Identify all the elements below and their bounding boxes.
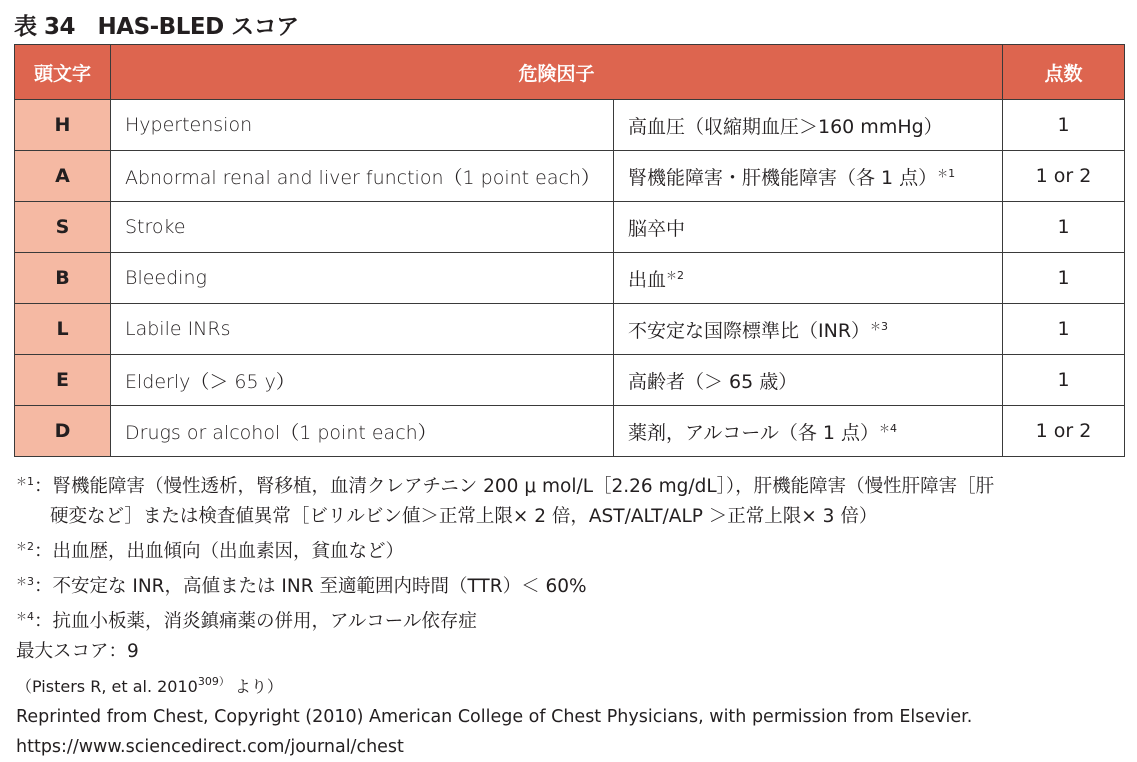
- table-row: [15, 406, 1125, 457]
- row-factor-en: Stroke: [111, 202, 614, 253]
- footnote-mark: ＊4: [16, 610, 34, 623]
- footnote-mark: ＊2: [16, 540, 34, 553]
- citation-text: （Pisters R, et al. 2010: [16, 677, 198, 696]
- has-bled-table: [14, 44, 1125, 457]
- max-score: 最大スコア：9: [16, 641, 139, 662]
- header-points: 点数: [1003, 45, 1125, 100]
- source-url[interactable]: https://www.sciencedirect.com/journal/chest: [16, 737, 404, 757]
- row-initial: E: [15, 355, 111, 406]
- table-title: 表 34 HAS-BLED スコア: [14, 14, 299, 40]
- footnote-ref: ＊1: [937, 166, 956, 180]
- footnote-text: ：不安定な INR，高値または INR 至適範囲内時間（TTR）＜ 60%: [34, 576, 587, 597]
- row-initial: H: [15, 100, 111, 151]
- citation-ref: 309）: [197, 675, 230, 688]
- row-factor-en: Drugs or alcohol（1 point each）: [111, 406, 614, 457]
- row-factor-ja: [614, 151, 1003, 202]
- row-factor-en: Abnormal renal and liver function（1 point each）: [111, 151, 614, 202]
- factor-ja-text: 不安定な国際標準比（INR）: [628, 319, 871, 342]
- factor-ja-text: 脳卒中: [628, 217, 686, 240]
- footnote-4: [16, 602, 994, 637]
- factor-ja-text: 薬剤，アルコール（各 1 点）: [628, 421, 880, 444]
- reprint-notice: Reprinted from Chest, Copyright (2010) American College of Chest Physicians, with permission from Elsevier.: [16, 707, 973, 727]
- table-row: [15, 100, 1125, 151]
- table-row: [15, 304, 1125, 355]
- factor-ja-text: 高血圧（収縮期血圧＞160 mmHg）: [628, 115, 943, 138]
- row-initial: S: [15, 202, 111, 253]
- footnote-text: ：抗血小板薬，消炎鎮痛薬の併用，アルコール依存症: [34, 611, 477, 632]
- row-points: 1 or 2: [1003, 151, 1125, 202]
- row-factor-ja: [614, 253, 1003, 304]
- row-initial: A: [15, 151, 111, 202]
- row-factor-ja: [614, 202, 1003, 253]
- footnote-2: [16, 532, 994, 567]
- row-factor-en: Hypertension: [111, 100, 614, 151]
- row-initial: D: [15, 406, 111, 457]
- factor-ja-text: 腎機能障害・肝機能障害（各 1 点）: [628, 166, 938, 189]
- row-points: 1: [1003, 355, 1125, 406]
- factor-ja-text: 出血: [628, 268, 667, 291]
- header-initial: 頭文字: [15, 45, 111, 100]
- row-initial: L: [15, 304, 111, 355]
- row-points: 1: [1003, 202, 1125, 253]
- footnote-ref: ＊4: [879, 421, 898, 435]
- row-initial: B: [15, 253, 111, 304]
- header-factor: 危険因子: [111, 45, 1003, 100]
- table-header-row: [15, 45, 1125, 100]
- row-points: 1: [1003, 304, 1125, 355]
- footnote-1-cont: 硬変など］または検査値異常［ビリルビン値＞正常上限× 2 倍，AST/ALT/ALP ＞正常上限× 3 倍）: [50, 506, 878, 527]
- row-factor-ja: [614, 406, 1003, 457]
- row-factor-ja: [614, 304, 1003, 355]
- footnotes: [16, 467, 994, 762]
- source-citation: [16, 667, 994, 702]
- table-row: [15, 253, 1125, 304]
- citation-text-end: より）: [229, 677, 283, 696]
- footnote-text: ：腎機能障害（慢性透析，腎移植，血清クレアチニン 200 μ mol/L［2.26 mg/dL］），肝機能障害（慢性肝障害［肝: [34, 476, 995, 497]
- factor-ja-text: 高齢者（＞ 65 歳）: [628, 370, 798, 393]
- row-factor-ja: [614, 100, 1003, 151]
- table-row: [15, 355, 1125, 406]
- row-factor-en: Bleeding: [111, 253, 614, 304]
- footnote-3: [16, 567, 994, 602]
- row-factor-en: Elderly（＞ 65 y）: [111, 355, 614, 406]
- footnote-mark: ＊3: [16, 575, 34, 588]
- row-factor-ja: [614, 355, 1003, 406]
- row-factor-en: Labile INRs: [111, 304, 614, 355]
- row-points: 1 or 2: [1003, 406, 1125, 457]
- table-row: [15, 151, 1125, 202]
- footnote-text: ：出血歴，出血傾向（出血素因，貧血など）: [34, 541, 405, 562]
- row-points: 1: [1003, 253, 1125, 304]
- footnote-ref: ＊2: [666, 268, 685, 282]
- footnote-1: [16, 467, 994, 502]
- footnote-mark: ＊1: [16, 475, 34, 488]
- row-points: 1: [1003, 100, 1125, 151]
- footnote-ref: ＊3: [870, 319, 889, 333]
- table-row: [15, 202, 1125, 253]
